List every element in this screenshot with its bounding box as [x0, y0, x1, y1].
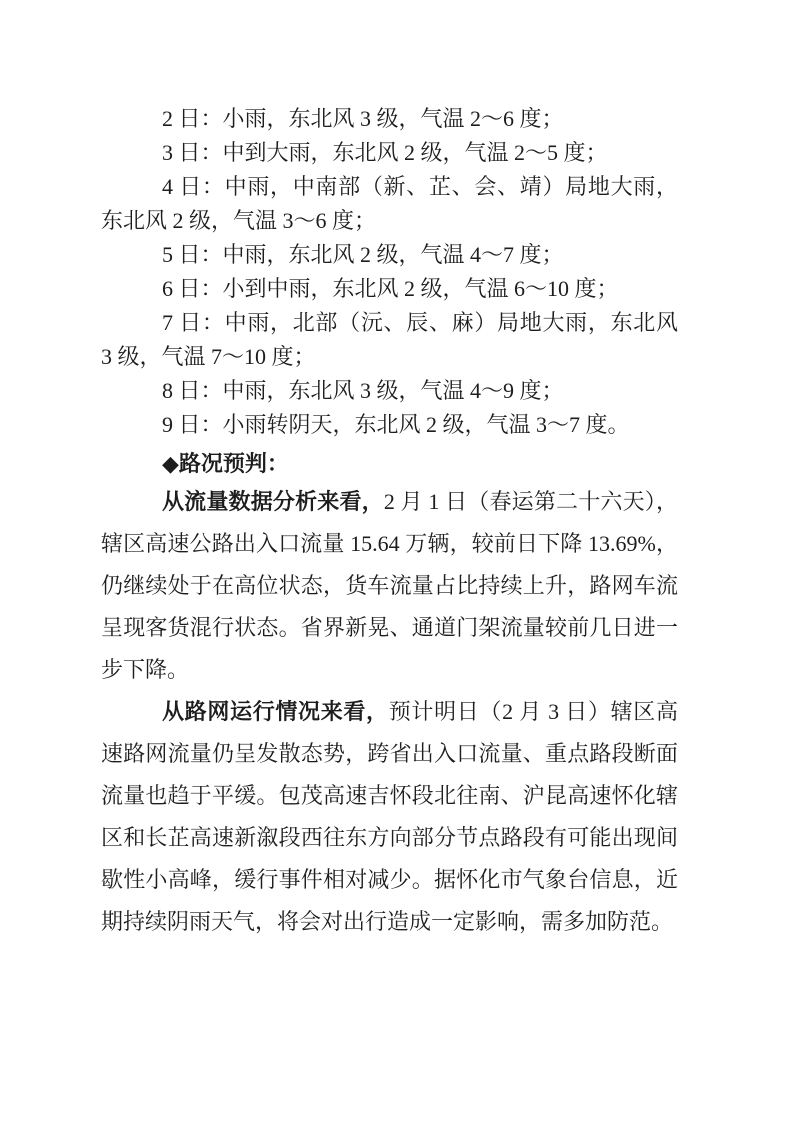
document-content	[101, 102, 678, 943]
forecast-line-day5: 5 日：中雨，东北风 2 级，气温 4～7 度；	[162, 242, 564, 267]
forecast-line-day7: 7 日：中雨，北部（沅、辰、麻）局地大雨，东北风 3 级，气温 7～10 度；	[101, 310, 678, 369]
road-condition-heading: ◆路况预判：	[162, 451, 289, 476]
paragraph-network-operation	[101, 691, 678, 943]
forecast-line-day8: 8 日：中雨，东北风 3 级，气温 4～9 度；	[162, 378, 564, 403]
paragraph-body-network: 预计明日（2 月 3 日）辖区高速路网流量仍呈发散态势，跨省出入口流量、重点路段断面流量也趋于平缓。包茂高速吉怀段北往南、沪昆高速怀化辖区和长芷高速新溆段西往东方向部分节点路段有可能出现间歇性小高峰，缓行事件相对减少。据怀化市气象台信息，近期持续阴雨天气，将会对出行造成一定影响，需多加防范。	[101, 699, 678, 934]
forecast-line-day4: 4 日：中雨，中南部（新、芷、会、靖）局地大雨，东北风 2 级，气温 3～6 度；	[101, 174, 678, 233]
paragraph-body-flow: 2 月 1 日（春运第二十六天），辖区高速公路出入口流量 15.64 万辆，较前日下降 13.69%，仍继续处于在高位状态，货车流量占比持续上升，路网车流呈现客货混行状态。省界新晃、通道门架流量较前几日进一步下降。	[101, 489, 678, 682]
forecast-line-day2: 2 日：小雨，东北风 3 级，气温 2～6 度；	[162, 106, 564, 131]
forecast-line-day3: 3 日：中到大雨，东北风 2 级，气温 2～5 度；	[162, 140, 608, 165]
paragraph-traffic-flow-analysis	[101, 481, 678, 691]
paragraph-lead-flow: 从流量数据分析来看，	[162, 489, 384, 514]
forecast-line-day6: 6 日：小到中雨，东北风 2 级，气温 6～10 度；	[162, 276, 619, 301]
forecast-line-day9: 9 日：小雨转阴天，东北风 2 级，气温 3～7 度。	[162, 412, 630, 437]
paragraph-lead-network: 从路网运行情况来看，	[162, 699, 389, 724]
